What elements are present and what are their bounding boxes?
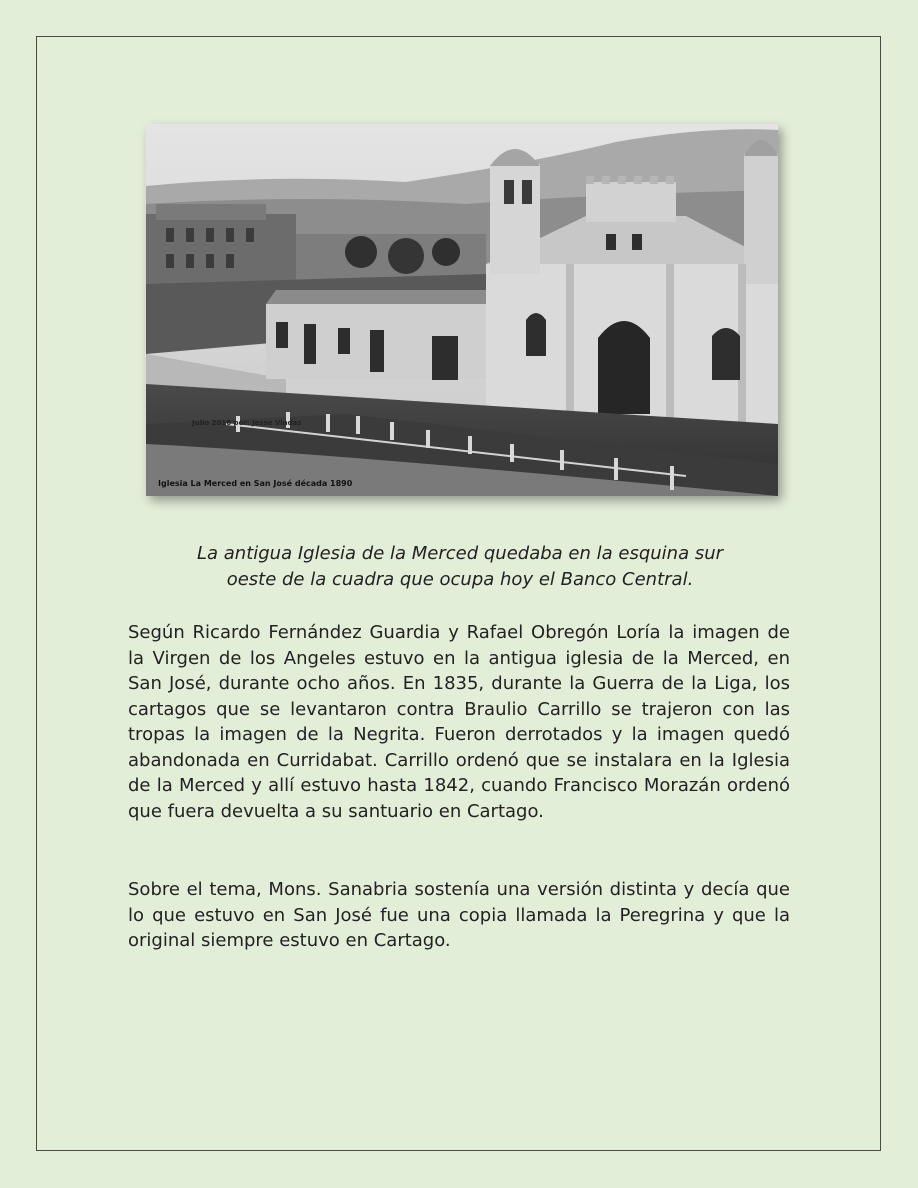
body-paragraph-1: Según Ricardo Fernández Guardia y Rafael Obregón Loría la imagen de la Virgen de los Angeles estuvo en la antigua iglesia de la Merced, en San José, durante ocho años. En 1835, durante la Guerra de la Liga, los cartagos que se levantaron contra Braulio Carrillo se trajeron con las tropas la imagen de la Negrita. Fueron derrotados y la imagen quedó abandonada en Curridabat. Carrillo ordenó que se instalara en la Iglesia de la Merced y allí estuvo hasta 1842, cuando Francisco Morazán ordenó que fuera devuelta a su santuario en Cartago.: [128, 622, 790, 822]
historic-church-photo: [146, 124, 778, 496]
photo-caption-line-1: La antigua Iglesia de la Merced quedaba en la esquina sur: [196, 543, 724, 564]
photo-caption: [130, 541, 790, 593]
photo-caption-line-2: oeste de la cuadra que ocupa hoy el Banco Central.: [226, 569, 694, 590]
church-photo-illustration: [146, 124, 778, 496]
photo-watermark: Julio 2016 por: Jesse Vindas: [192, 419, 302, 427]
body-paragraph-2: Sobre el tema, Mons. Sanabria sostenía una versión distinta y decía que lo que estuvo en San José fue una copia llamada la Peregrina y que la original siempre estuvo en Cartago.: [128, 879, 790, 951]
photo-embedded-caption: Iglesia La Merced en San José década 1890: [158, 479, 353, 488]
